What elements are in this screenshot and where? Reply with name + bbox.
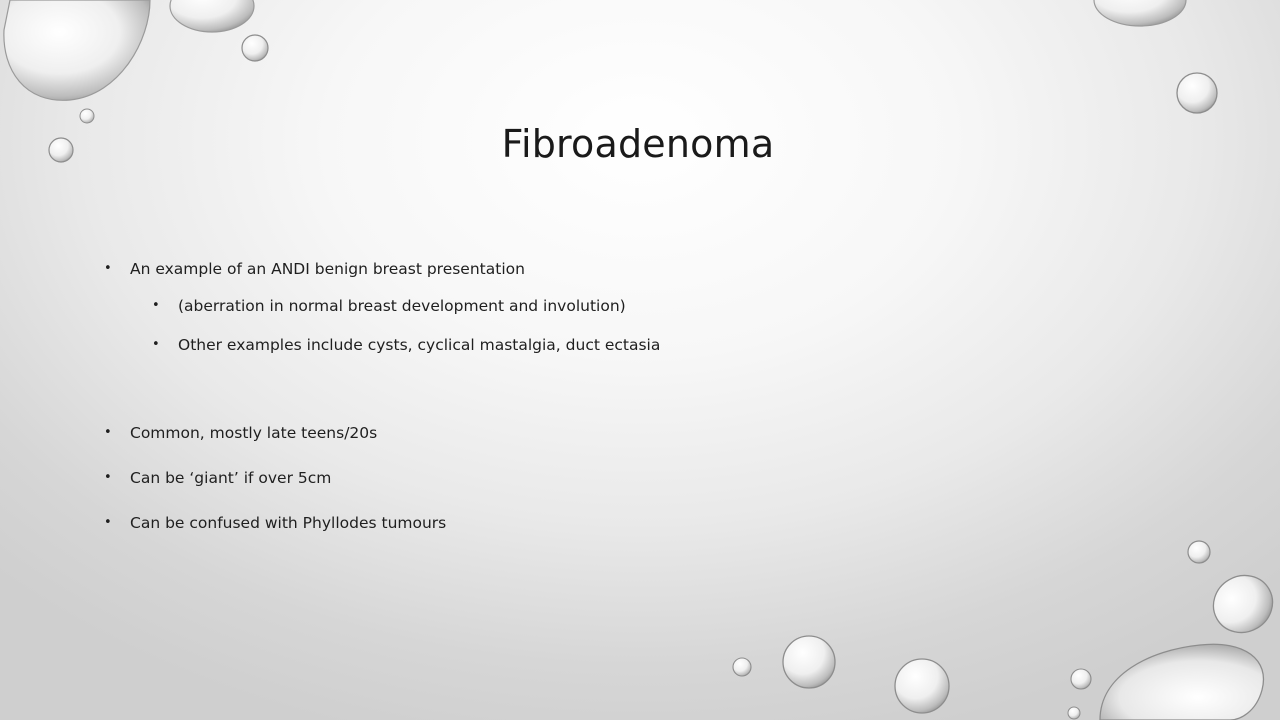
bullet-marker: • bbox=[104, 425, 112, 440]
bullet-marker: • bbox=[152, 298, 160, 313]
droplet bbox=[242, 35, 268, 61]
bullet-marker: • bbox=[104, 515, 112, 530]
bullet-text: Other examples include cysts, cyclical mastalgia, duct ectasia bbox=[178, 336, 661, 354]
droplet bbox=[1177, 73, 1217, 113]
bullet-text: Common, mostly late teens/20s bbox=[130, 424, 378, 442]
droplet bbox=[733, 658, 751, 676]
bullet-marker: • bbox=[104, 261, 112, 276]
bullet-text: Can be ‘giant’ if over 5cm bbox=[130, 469, 332, 487]
bullet-marker: • bbox=[104, 470, 112, 485]
bullet-text: An example of an ANDI benign breast presentation bbox=[130, 260, 525, 278]
bullet-text: (aberration in normal breast development and involution) bbox=[178, 297, 626, 315]
droplet bbox=[783, 636, 835, 688]
droplet bbox=[1188, 541, 1210, 563]
bullet-text: Can be confused with Phyllodes tumours bbox=[130, 514, 447, 532]
droplet bbox=[1068, 707, 1080, 719]
droplet bbox=[1203, 565, 1280, 643]
droplet bbox=[80, 109, 94, 123]
droplet bbox=[170, 0, 254, 32]
droplet bbox=[1094, 0, 1186, 26]
droplet bbox=[4, 0, 150, 100]
bullet-marker: • bbox=[152, 337, 160, 352]
droplet bbox=[1071, 669, 1091, 689]
droplet bbox=[895, 659, 949, 713]
droplet bbox=[1100, 644, 1263, 720]
slide-title: Fibroadenoma bbox=[501, 122, 775, 166]
